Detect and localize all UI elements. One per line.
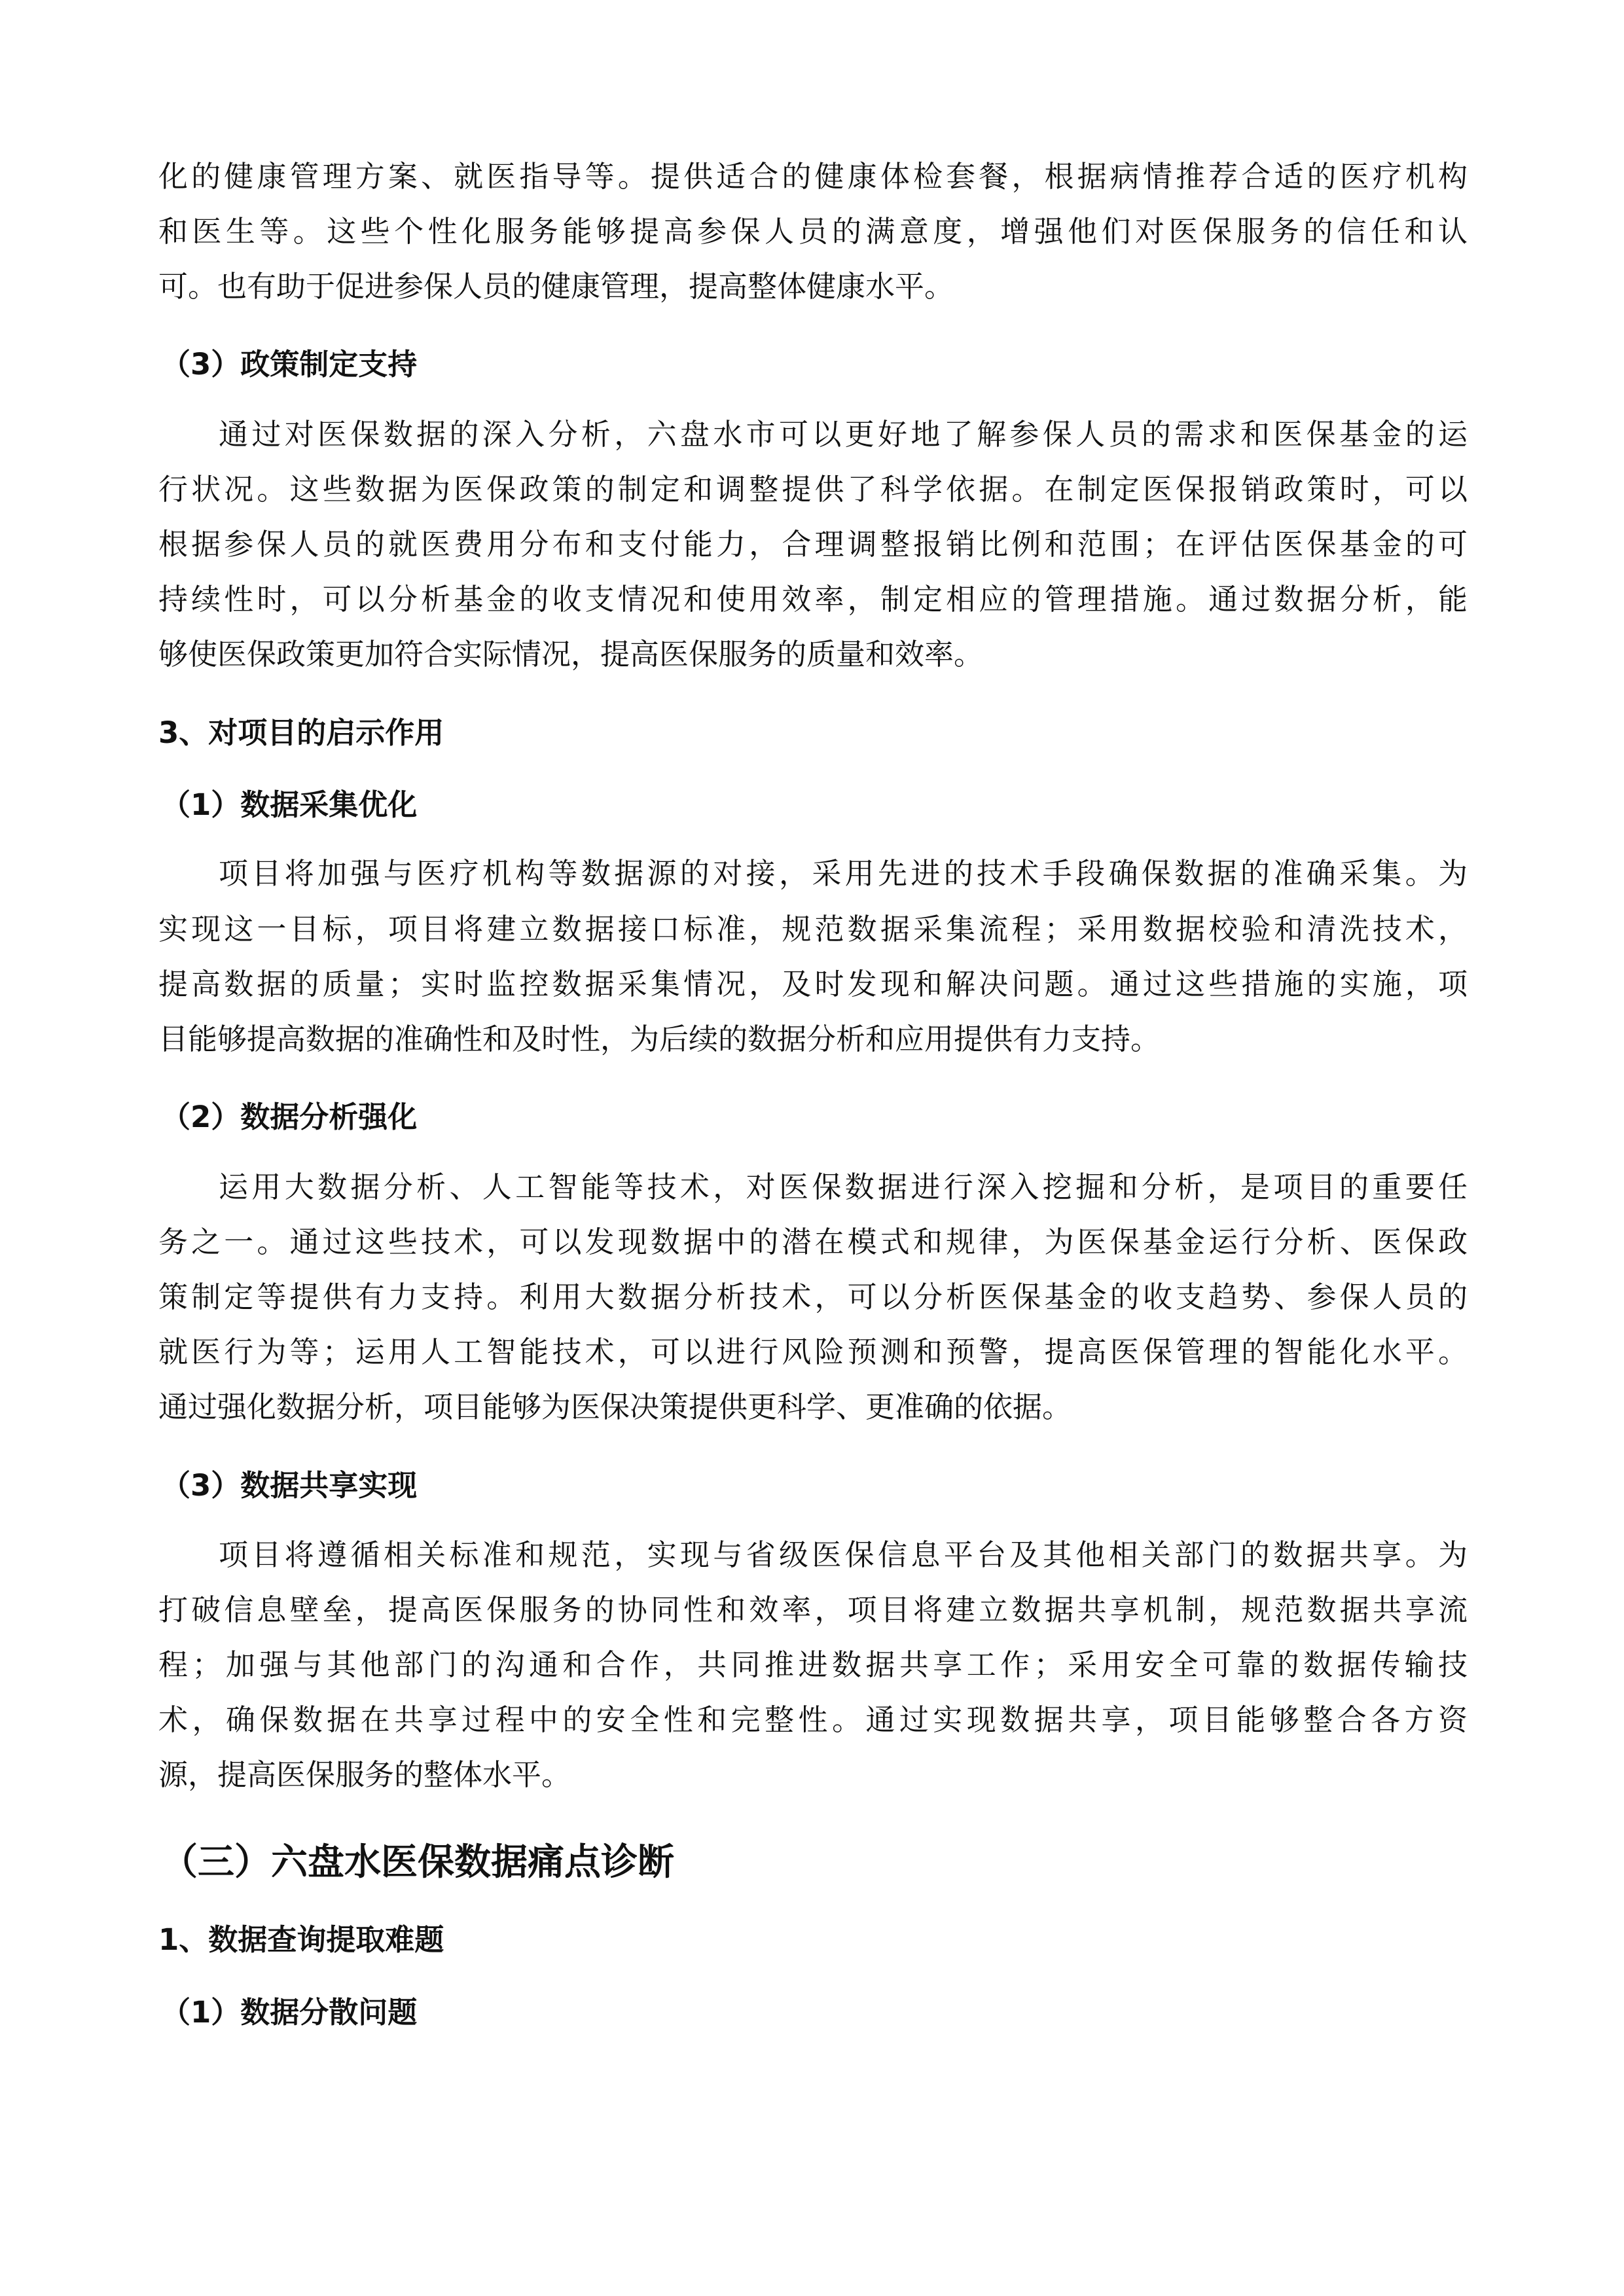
subsection-heading-collect: （1）数据采集优化 — [161, 787, 418, 822]
paragraph-line: 够使医保政策更加符合实际情况，提高医保服务的质量和效率。 — [158, 637, 984, 672]
subsection-heading-scatter: （1）数据分散问题 — [161, 1995, 418, 2030]
paragraph-line: 实现这一目标，项目将建立数据接口标准，规范数据采集流程；采用数据校验和清洗技术， — [158, 912, 1468, 946]
paragraph-line: 通过对医保数据的深入分析，六盘水市可以更好地了解参保人员的需求和医保基金的运 — [219, 417, 1468, 452]
paragraph-line: 务之一。通过这些技术，可以发现数据中的潜在模式和规律，为医保基金运行分析、医保政 — [158, 1225, 1468, 1259]
paragraph-line: 项目将遵循相关标准和规范，实现与省级医保信息平台及其他相关部门的数据共享。为 — [219, 1537, 1468, 1572]
paragraph-line: 运用大数据分析、人工智能等技术，对医保数据进行深入挖掘和分析，是项目的重要任 — [219, 1170, 1468, 1204]
subsection-heading-policy: （3）政策制定支持 — [161, 347, 418, 382]
paragraph-line: 程；加强与其他部门的沟通和合作，共同推进数据共享工作；采用安全可靠的数据传输技 — [158, 1647, 1468, 1682]
paragraph-line: 持续性时，可以分析基金的收支情况和使用效率，制定相应的管理措施。通过数据分析，能 — [158, 582, 1468, 617]
paragraph-line: 和医生等。这些个性化服务能够提高参保人员的满意度，增强他们对医保服务的信任和认 — [158, 214, 1468, 249]
paragraph-line: 术，确保数据在共享过程中的安全性和完整性。通过实现数据共享，项目能够整合各方资 — [158, 1702, 1468, 1737]
paragraph-line: 通过强化数据分析，项目能够为医保决策提供更科学、更准确的依据。 — [158, 1390, 1072, 1424]
paragraph-line: 可。也有助于促进参保人员的健康管理，提高整体健康水平。 — [158, 269, 954, 304]
paragraph-line: 就医行为等；运用人工智能技术，可以进行风险预测和预警，提高医保管理的智能化水平。 — [158, 1335, 1468, 1369]
paragraph-line: 行状况。这些数据为医保政策的制定和调整提供了科学依据。在制定医保报销政策时，可以 — [158, 472, 1468, 507]
subsection-heading-analysis: （2）数据分析强化 — [161, 1100, 418, 1134]
section-heading-query: 1、数据查询提取难题 — [158, 1922, 444, 1957]
paragraph-line: 提高数据的质量；实时监控数据采集情况，及时发现和解决问题。通过这些措施的实施，项 — [158, 967, 1468, 1001]
chapter-heading-diagnosis: （三）六盘水医保数据痛点诊断 — [161, 1841, 674, 1884]
paragraph-line: 目能够提高数据的准确性和及时性，为后续的数据分析和应用提供有力支持。 — [158, 1022, 1161, 1056]
paragraph-line: 策制定等提供有力支持。利用大数据分析技术，可以分析医保基金的收支趋势、参保人员的 — [158, 1280, 1468, 1314]
paragraph-line: 源，提高医保服务的整体水平。 — [158, 1757, 571, 1792]
paragraph-line: 打破信息壁垒，提高医保服务的协同性和效率，项目将建立数据共享机制，规范数据共享流 — [158, 1592, 1468, 1627]
paragraph-line: 根据参保人员的就医费用分布和支付能力，合理调整报销比例和范围；在评估医保基金的可 — [158, 527, 1468, 562]
subsection-heading-share: （3）数据共享实现 — [161, 1468, 418, 1503]
paragraph-line: 化的健康管理方案、就医指导等。提供适合的健康体检套餐，根据病情推荐合适的医疗机构 — [158, 159, 1468, 194]
section-heading-inspire: 3、对项目的启示作用 — [158, 715, 444, 750]
paragraph-line: 项目将加强与医疗机构等数据源的对接，采用先进的技术手段确保数据的准确采集。为 — [219, 856, 1468, 891]
